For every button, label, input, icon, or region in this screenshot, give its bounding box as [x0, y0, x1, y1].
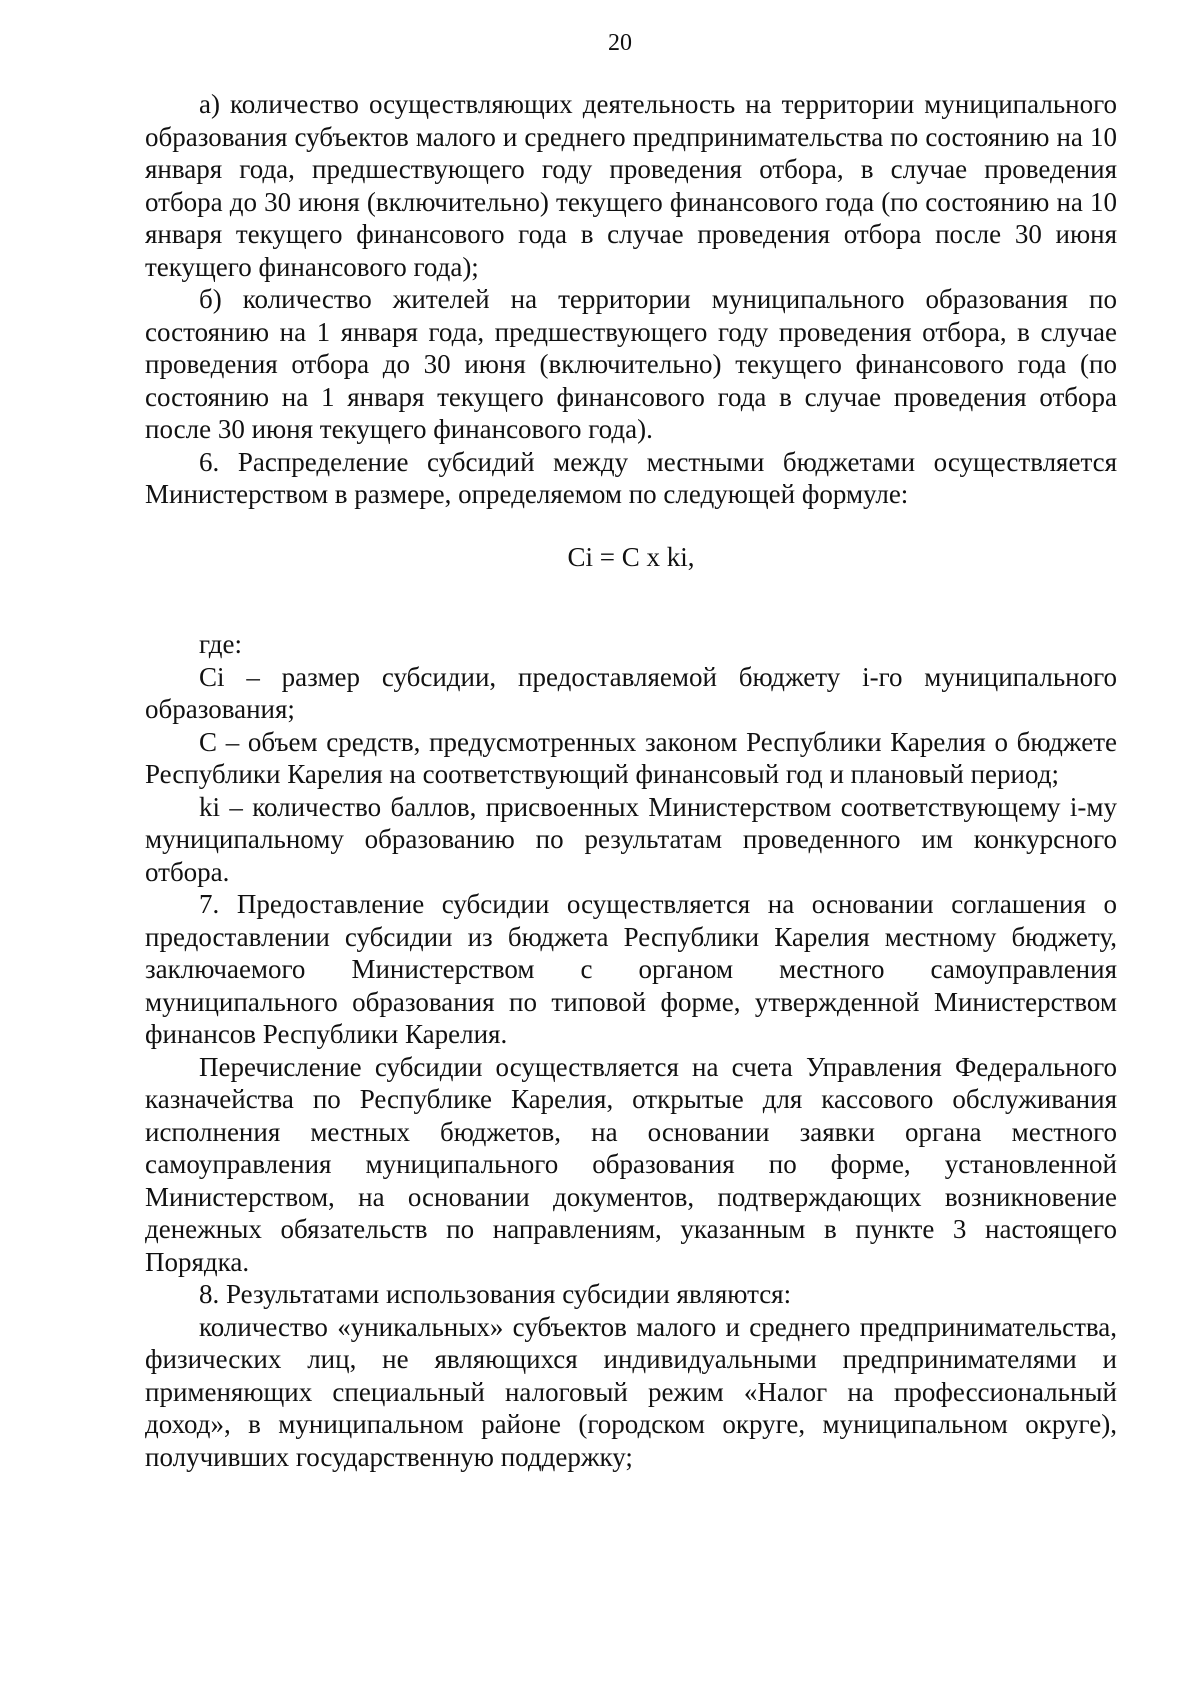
- paragraph-6-distribution: 6. Распределение субсидий между местными бюджетами осуществляется Министерством в размере, определяемом по следующей формуле:: [145, 446, 1117, 509]
- paragraph-transfer: Перечисление субсидии осуществляется на счета Управления Федерального казначейства по Республике Карелия, открытые для кассового обслуживания исполнения местных бюджетов, на основании заявки органа местного самоуправления муниципального образования по форме, установленной Министерством, на основании документов, подтверждающих возникновение денежных обязательств по направлениям, указанным в пункте 3 настоящего Порядка.: [145, 1051, 1117, 1277]
- paragraph-8-results: 8. Результатами использования субсидии являются:: [199, 1279, 792, 1309]
- subsidy-formula: Ci = C x ki,: [567, 541, 695, 572]
- page-number: 20: [608, 30, 632, 56]
- paragraph-results-count: количество «уникальных» субъектов малого и среднего предпринимательства, физических лиц, не являющихся индивидуальными предпринимателями и применяющих специальный налоговый режим «Налог на профессиональный доход», в муниципальном районе (городском округе, муниципальном округе), получивших государственную поддержку;: [145, 1311, 1117, 1472]
- definition-ci: Ci – размер субсидии, предоставляемой бюджету i-го муниципального образования;: [145, 661, 1117, 724]
- document-body: [145, 88, 1117, 1473]
- paragraph-b-residents-count: б) количество жителей на территории муниципального образования по состоянию на 1 января года, предшествующего году проведения отбора, в случае проведения отбора до 30 июня (включительно) текущего финансового года (по состоянию на 1 января текущего финансового года в случае проведения отбора после 30 июня текущего финансового года).: [145, 284, 1117, 444]
- paragraph-7-agreement: 7. Предоставление субсидии осуществляется на основании соглашения о предоставлении субсидии из бюджета Республики Карелия местному бюджету, заключаемого Министерством с органом местного самоуправления муниципального образования по типовой форме, утвержденной Министерством финансов Республики Карелия.: [145, 889, 1117, 1049]
- definition-c: С – объем средств, предусмотренных законом Республики Карелия о бюджете Республики Карелия на соответствующий финансовый год и плановый период;: [145, 726, 1117, 789]
- definition-ki: ki – количество баллов, присвоенных Министерством соответствующему i-му муниципальному образованию по результатам проведенного им конкурсного отбора.: [145, 791, 1117, 887]
- paragraph-where: где:: [199, 629, 242, 659]
- paragraph-a-entrepreneurs-count: а) количество осуществляющих деятельность на территории муниципального образования субъектов малого и среднего предпринимательства по состоянию на 10 января года, предшествующего году проведения отбора, в случае проведения отбора до 30 июня (включительно) текущего финансового года (по состоянию на 10 января текущего финансового года в случае проведения отбора после 30 июня текущего финансового года);: [145, 89, 1117, 282]
